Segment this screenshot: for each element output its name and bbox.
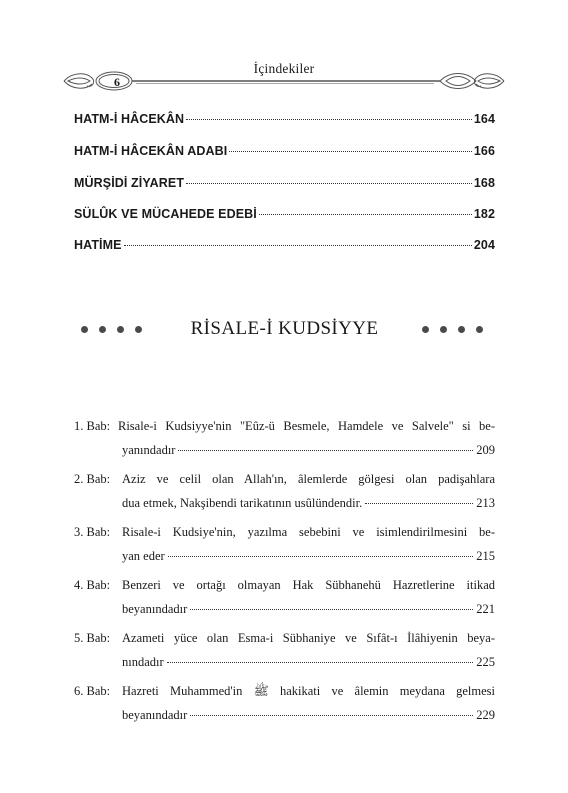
dot-leader — [190, 715, 473, 716]
bab-number: 1. Bab: — [74, 419, 111, 433]
dot-leader — [190, 609, 473, 610]
bab-number: 2. Bab: — [74, 472, 111, 486]
bab-first-line — [74, 632, 495, 645]
bab-second-line — [122, 550, 495, 563]
dot-leader — [259, 214, 472, 215]
dot-leader — [229, 151, 471, 152]
toc-entry[interactable] — [74, 144, 495, 158]
bab-title: Risale-i Kudsiyye'nin "Eûz-ü Besmele, Hamdele ve Salvele" si be- — [118, 419, 495, 433]
dot-leader — [186, 183, 472, 184]
bab-second-line — [122, 603, 495, 616]
bab-first-line — [74, 473, 495, 486]
toc-entry-page: 164 — [473, 112, 495, 126]
bab-title-continued: beyanındadır — [122, 602, 188, 616]
bab-title-continued: dua etmek, Nakşibendi tarikatının usûlündendir. — [122, 496, 363, 510]
header-ornament — [62, 68, 506, 94]
dot-leader — [178, 450, 473, 451]
toc-entry[interactable] — [74, 176, 495, 190]
dot-leader — [124, 245, 472, 246]
bab-page: 209 — [476, 443, 495, 457]
bab-title: Aziz ve celil olan Allah'ın, âlemlerde gölgesi olan padişahlara — [122, 472, 495, 486]
bab-page: 225 — [476, 655, 495, 669]
section-title: RİSALE-İ KUDSİYYE — [190, 318, 379, 339]
bab-first-line — [74, 685, 495, 698]
bab-page: 229 — [476, 708, 495, 722]
toc-entry-page: 166 — [473, 144, 495, 158]
bab-number: 3. Bab: — [74, 525, 111, 539]
toc-entry[interactable] — [74, 207, 495, 221]
dot-ornament — [440, 326, 447, 333]
toc-entry-label: HATİME — [74, 238, 122, 252]
dot-ornament — [476, 326, 483, 333]
page-number: 6 — [114, 75, 120, 89]
bab-page: 213 — [476, 496, 495, 510]
toc-entry-page: 204 — [473, 238, 495, 252]
bab-title-continued: yanındadır — [122, 443, 176, 457]
toc-entry-label: MÜRŞİDİ ZİYARET — [74, 176, 185, 190]
bab-title: Azameti yüce olan Esma-i Sübhaniye ve Sıfât-ı İlâhiyenin beya- — [122, 631, 495, 645]
bab-title: Risale-i Kudsiye'nin, yazılma sebebini ve isimlendirilmesini be- — [122, 525, 495, 539]
section-heading-row — [74, 318, 495, 342]
decorative-dots-right — [422, 326, 483, 333]
running-header-title: İçindekiler — [253, 61, 315, 76]
bab-title-continued: beyanındadır — [122, 708, 188, 722]
toc-entry[interactable] — [74, 112, 495, 126]
bab-title: Hazreti Muhammed'in ﷺ hakikati ve âlemin meydana gelmesi — [122, 684, 495, 698]
bab-first-line — [74, 579, 495, 592]
toc-entry-label: HATM-İ HÂCEKÂN ADABI — [74, 144, 228, 158]
dot-leader — [167, 662, 474, 663]
bab-title-continued: nındadır — [122, 655, 164, 669]
bab-first-line — [74, 526, 495, 539]
dot-ornament — [458, 326, 465, 333]
toc-entry[interactable] — [74, 238, 495, 252]
bab-first-line — [74, 420, 495, 433]
bab-title: Benzeri ve ortağı olmayan Hak Sübhanehü Hazretlerine itikad — [122, 578, 495, 592]
bab-second-line — [122, 656, 495, 669]
bab-number: 6. Bab: — [74, 684, 111, 698]
toc-entry-page: 182 — [473, 207, 495, 221]
toc-entry-label: SÜLÛK VE MÜCAHEDE EDEBİ — [74, 207, 257, 221]
dot-leader — [186, 119, 472, 120]
dot-ornament — [422, 326, 429, 333]
bab-number: 5. Bab: — [74, 631, 111, 645]
toc-entry-page: 168 — [473, 176, 495, 190]
bab-second-line — [122, 444, 495, 457]
toc-entry-label: HATM-İ HÂCEKÂN — [74, 112, 185, 126]
bab-number: 4. Bab: — [74, 578, 111, 592]
bab-page: 215 — [476, 549, 495, 563]
bab-second-line — [122, 709, 495, 722]
bab-page: 221 — [476, 602, 495, 616]
dot-leader — [365, 503, 473, 504]
bab-title-continued: yan eder — [122, 549, 165, 563]
bab-second-line — [122, 497, 495, 510]
dot-leader — [168, 556, 474, 557]
